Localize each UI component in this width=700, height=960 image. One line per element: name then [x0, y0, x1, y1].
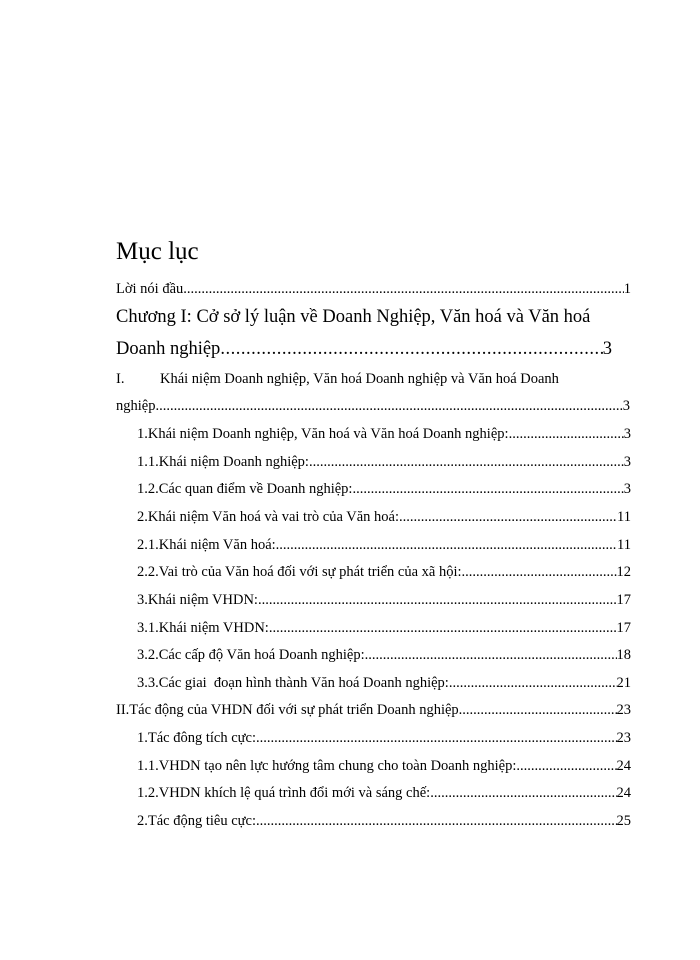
toc-entry-text: Khái niệm VHDN:: [158, 620, 269, 636]
dot-leader: [220, 339, 602, 360]
toc-entry-number: 3.2.: [137, 647, 159, 663]
toc-entry-number: 2.2.: [137, 564, 159, 580]
toc-page-number: 3: [623, 481, 631, 497]
toc-entry-text: Doanh nghiệp: [116, 339, 221, 359]
toc-entry: [137, 675, 631, 692]
toc-page-number: 11: [617, 509, 631, 525]
toc-entry-text: nghiệp: [116, 398, 156, 414]
toc-section-1-line2: [116, 398, 630, 415]
toc-entry: [137, 813, 631, 830]
dot-leader: [155, 398, 622, 415]
dot-leader: [352, 481, 623, 498]
toc-page-number: 3: [623, 454, 631, 470]
toc-entry-text: Lời nói đầu: [116, 281, 184, 297]
toc-page-number: 23: [616, 730, 631, 746]
toc-chapter-1-line2: [116, 339, 612, 360]
toc-entry: [137, 454, 631, 471]
toc-entry-number: 1.: [137, 730, 148, 746]
toc-page-number: 3: [623, 426, 631, 442]
toc-section-1-line1: [116, 371, 559, 388]
dot-leader: [430, 785, 616, 802]
toc-entry-number: 1.2.: [137, 481, 159, 497]
toc-entry: [137, 647, 631, 664]
toc-entry-text: Khái niệm Doanh nghiệp:: [158, 454, 309, 470]
dot-leader: [269, 620, 617, 637]
dot-leader: [258, 592, 617, 609]
toc-entry-text: Tác động tiêu cực:: [147, 813, 256, 829]
toc-page-number: 1: [623, 281, 631, 297]
toc-entry: [137, 730, 631, 747]
dot-leader: [449, 675, 617, 692]
toc-entry-foreword: [116, 281, 631, 298]
toc-page-number: 18: [616, 647, 631, 663]
toc-entry-number: 2.: [137, 813, 148, 829]
toc-title: Mục lục: [116, 238, 199, 265]
toc-entry-number: 3.3.: [137, 675, 159, 691]
toc-page-number: 12: [616, 564, 631, 580]
dot-leader: [309, 454, 624, 471]
toc-section-2: [116, 702, 631, 719]
toc-page-number: 24: [616, 785, 631, 801]
toc-entry-number: 3.: [137, 592, 148, 608]
toc-page-number: 11: [617, 537, 631, 553]
toc-entry-text: Các giai đoạn hình thành Văn hoá Doanh nghiệp:: [158, 675, 449, 691]
toc-section-number: I.: [116, 371, 125, 387]
dot-leader: [365, 647, 617, 664]
dot-leader: [399, 509, 617, 526]
toc-entry-text: Tác đông tích cực:: [147, 730, 256, 746]
toc-page-number: 21: [616, 675, 631, 691]
dot-leader: [256, 813, 617, 830]
toc-entry-number: 2.1.: [137, 537, 159, 553]
toc-entry-text: Khái niệm Doanh nghiệp, Văn hoá và Văn hoá Doanh nghiệp:: [147, 426, 509, 442]
toc-entry-number: 1.: [137, 426, 148, 442]
toc-entry-text: Khái niệm Doanh nghiệp, Văn hoá Doanh nghiệp và Văn hoá Doanh: [160, 371, 559, 387]
dot-leader: [459, 702, 617, 719]
toc-entry-text: Vai trò của Văn hoá đối với sự phát triển của xã hội:: [158, 564, 462, 580]
toc-section-number: II.: [116, 702, 130, 718]
toc-page-number: 24: [616, 758, 631, 774]
toc-entry: [137, 426, 631, 443]
toc-entry: [137, 758, 631, 775]
toc-entry: [137, 509, 631, 526]
toc-entry-text: Các cấp độ Văn hoá Doanh nghiệp:: [158, 647, 365, 663]
toc-entry: [137, 481, 631, 498]
dot-leader: [509, 426, 624, 443]
toc-entry-text: Tác động của VHDN đối với sự phát triển Doanh nghiệp: [129, 702, 459, 718]
toc-entry-number: 1.1.: [137, 758, 159, 774]
dot-leader: [462, 564, 617, 581]
toc-page-number: 3: [602, 339, 612, 359]
dot-leader: [516, 758, 616, 775]
toc-chapter-1-line1: Chương I: Cở sở lý luận về Doanh Nghiệp, Văn hoá và Văn hoá: [116, 307, 591, 327]
toc-page-number: 3: [622, 398, 630, 414]
toc-entry-text: Khái niệm VHDN:: [147, 592, 258, 608]
toc-page-number: 17: [616, 592, 631, 608]
toc-page-number: 25: [616, 813, 631, 829]
toc-entry-number: 2.: [137, 509, 148, 525]
toc-page-number: 23: [616, 702, 631, 718]
dot-leader: [276, 537, 617, 554]
toc-entry-text: VHDN khích lệ quá trình đổi mới và sáng chế:: [158, 785, 431, 801]
toc-entry-number: 1.1.: [137, 454, 159, 470]
toc-entry-number: 3.1.: [137, 620, 159, 636]
toc-entry-text: VHDN tạo nên lực hướng tâm chung cho toàn Doanh nghiệp:: [158, 758, 517, 774]
toc-page-number: 17: [616, 620, 631, 636]
toc-entry: [137, 592, 631, 609]
toc-entry: [137, 785, 631, 802]
toc-entry: [137, 564, 631, 581]
dot-leader: [183, 281, 623, 298]
toc-entry: [137, 620, 631, 637]
dot-leader: [256, 730, 617, 747]
toc-entry: [137, 537, 631, 554]
toc-entry-text: Các quan điểm về Doanh nghiệp:: [158, 481, 353, 497]
toc-entry-number: 1.2.: [137, 785, 159, 801]
toc-entry-text: Khái niệm Văn hoá và vai trò của Văn hoá:: [147, 509, 399, 525]
toc-entry-text: Khái niệm Văn hoá:: [158, 537, 276, 553]
